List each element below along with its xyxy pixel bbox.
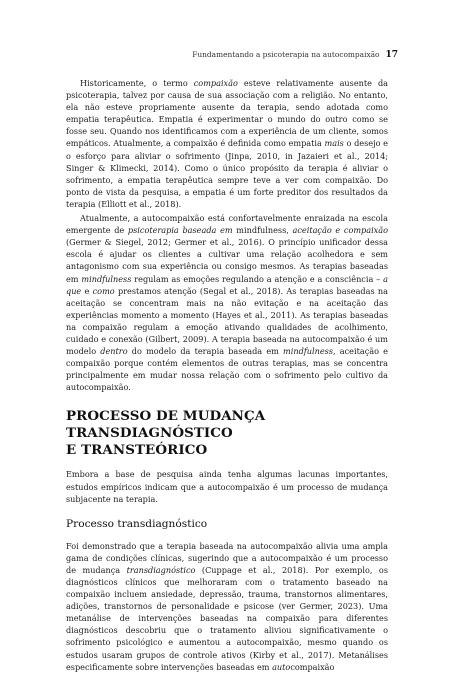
italic-term: dentro [100, 346, 128, 357]
section-intro: Embora a base de pesquisa ainda tenha algumas lacunas importantes, estudos empíricos indicam que a autocompaixão é um processo de mudança subjacente na terapia. [66, 469, 388, 504]
italic-term: compaixão [193, 78, 238, 88]
text-run: compaixão [290, 661, 335, 672]
text-run: (Cuppage et al., 2018). Por exemplo, os diagnósticos clínicos que melhoraram com o tratamento baseado na compaixão incluem ansiedade, depressão, trauma, transtornos alimentares, adições, transtornos de personalidade e psicose (ver Germer, 2023). Uma metanálise de intervenções baseadas na compaixão para diferentes diagnósticos descobriu que o tratamento aliviou significativamente o sofrimento psicológico e aumentou a autocompaixão, mesmo quando os estudos usaram grupos de controle ativos (Kirby et al., 2017). Metanálises especificamente sobre intervenções baseadas em [66, 564, 388, 672]
text-run: e [81, 285, 93, 296]
italic-term: aceitação e compaixão [292, 225, 389, 236]
text-run: Atualmente, a autocompaixão está confortavelmente enraizada na escola emergente de [66, 213, 388, 236]
text-run: do modelo da terapia baseada em [127, 346, 284, 357]
paragraph-current [66, 212, 388, 393]
text-run: (Germer & Siegel, 2012; Germer et al., 2016). O princípio unificador dessa escola é ajudar os clientes a cultivar uma relação acolhedora e sem antagonismo com sua experiência ou consigo mesmos. As terapias baseadas em [66, 237, 388, 284]
italic-term: como [92, 285, 115, 296]
paragraph-transdiagnostic [66, 540, 388, 673]
italic-term: auto [272, 661, 291, 672]
section-heading-line1: PROCESSO DE MUDANÇA TRANSDIAGNÓSTICO [66, 408, 266, 442]
text-run: mindfulness, [232, 225, 293, 236]
text-run: Historicamente, o termo [80, 78, 194, 88]
section-heading [66, 408, 388, 459]
italic-term: a que [66, 273, 388, 296]
running-head [192, 50, 398, 60]
text-run: prestamos atenção (Segal et al., 2018). As terapias baseadas na aceitação se concentram mais na não evitação e na aceitação das experiências momento a momento (Hayes et al., 2011). As terapias baseadas na compaixão regulam a emoção ativando qualidades de acolhimento, cuidado e conexão (Gilbert, 2009). A terapia baseada na autocompaixão é um modelo [66, 285, 388, 357]
italic-term: mais [324, 138, 344, 149]
page-number: 17 [385, 50, 398, 60]
subsection-heading: Processo transdiagnóstico [66, 517, 208, 530]
section-heading-line2: E TRANSTEÓRICO [66, 442, 208, 459]
text-run: esteve relativamente ausente da psicoterapia, talvez por causa de sua associação com a religião. No entanto, ela não esteve propriamente ausente da terapia, sendo adotada como empatia terapêutica. Empatia é experimentar o mundo do outro como se fosse seu. Quando nos identificamos com a experiência de um cliente, somos empáticos. Atualmente, a compaixão é definida como empatia [66, 78, 388, 149]
text-run: regulam as emoções regulando a atenção e a consciência – [131, 273, 384, 284]
paragraph-history [66, 77, 388, 210]
text-run: o desejo e o esforço para aliviar o sofrimento (Jinpa, 2010, in Jazaieri et al., 2014; Singer & Klimecki, 2014). Como o único propósito da terapia é aliviar o sofrimento, a empatia terapêutica sempre teve a ver com compaixão. Do ponto de vista da pesquisa, a empatia é um forte preditor dos resultados da terapia (Elliott et al., 2018). [66, 138, 388, 209]
text-run: , aceitação e compaixão porque contém elementos de outras terapias, mas se concentra principalmente em mudar nossa relação com o sofrimento pelo cultivo da autocompaixão. [66, 346, 388, 393]
body-text [66, 77, 388, 673]
italic-term: transdiagnóstico [126, 564, 196, 575]
running-title: Fundamentando a psicoterapia na autocompaixão [192, 50, 380, 59]
italic-term: mindfulness [283, 346, 334, 357]
italic-term: psicoterapia baseada em [127, 225, 233, 236]
text-run: Foi demonstrado que a terapia baseada na autocompaixão alivia uma ampla gama de condições clínicas, sugerindo que a autocompaixão é um processo de mudança [66, 540, 388, 575]
italic-term: mindfulness [81, 273, 132, 284]
